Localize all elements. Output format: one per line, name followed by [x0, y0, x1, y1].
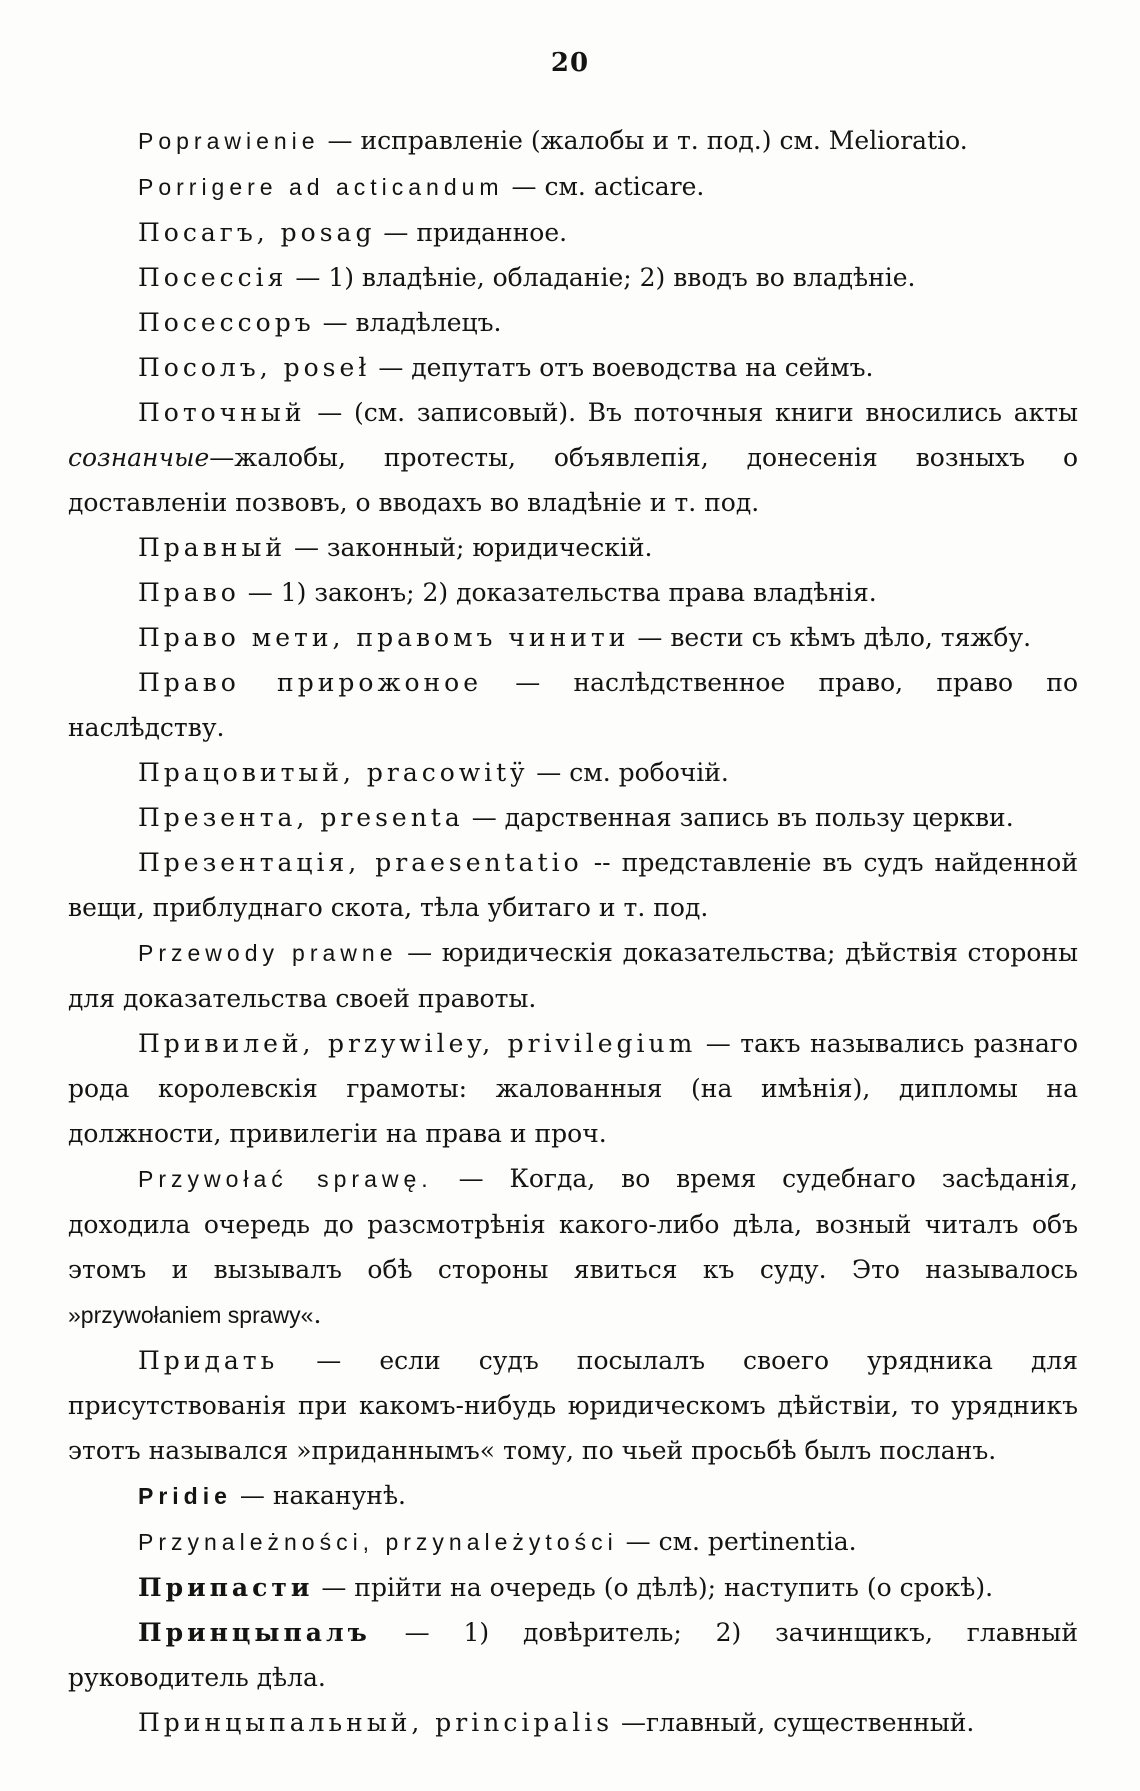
entry-term: Придать	[138, 1346, 279, 1375]
entry-term: Посагъ, posag	[138, 218, 376, 247]
entry-definition: 1) владѣніе, обладаніе; 2) вводъ во владѣніе.	[328, 263, 916, 292]
entry-separator: —	[370, 1618, 464, 1647]
glossary-entry	[68, 570, 1078, 615]
entry-definition-part: (см. записовый). Въ поточныя книги вносились акты	[353, 398, 1078, 427]
entry-term: Посессія	[138, 263, 288, 292]
entry-definition-part: .	[313, 1300, 322, 1329]
glossary-entry	[68, 164, 1078, 210]
entry-term: Правный	[138, 533, 287, 562]
entry-term: Принцыпалъ	[138, 1618, 371, 1647]
entry-separator: —	[370, 353, 412, 382]
page-number: 20	[550, 48, 590, 78]
entry-term: Принцыпальный, principalis	[138, 1708, 614, 1737]
entry-definition: дарственная запись въ пользу церкви.	[504, 803, 1014, 832]
entry-definition: исправленіе (жалобы и т. под.) см. Melioratio.	[360, 126, 968, 155]
entry-term: Poprawienie	[138, 128, 320, 154]
entry-separator: —	[278, 1346, 380, 1375]
entry-definition: депутатъ отъ воеводства на сеймъ.	[411, 353, 874, 382]
entry-definition: приданное.	[416, 218, 568, 247]
entry-separator: —	[528, 758, 570, 787]
glossary-entries	[68, 118, 1078, 1745]
glossary-entry	[68, 525, 1078, 570]
entry-term: Przynależności, przynależytości	[138, 1529, 618, 1555]
entry-definition: главный, существенный.	[646, 1708, 975, 1737]
entry-separator: —	[463, 803, 505, 832]
entry-separator: —	[305, 398, 354, 427]
entry-separator: —	[314, 308, 356, 337]
entry-separator: —	[629, 623, 671, 652]
entry-term: Porrigere ad acticandum	[138, 174, 504, 200]
entry-separator: —	[286, 533, 327, 562]
entry-term: Право прирожоное	[138, 668, 483, 697]
entry-term: Przewody prawne	[138, 940, 398, 966]
entry-definition-part: Когда, во время судебнаго засѣданія, доходила очередь до разсмотрѣнія какого-либо дѣла, возный читалъ объ этомъ и вызывалъ обѣ стороны явиться къ суду. Это называлось	[68, 1164, 1078, 1284]
glossary-entry	[68, 750, 1078, 795]
entry-separator: --	[582, 848, 622, 877]
glossary-entry	[68, 1156, 1078, 1338]
entry-separator: —	[239, 578, 281, 607]
entry-term: Поточный	[138, 398, 306, 427]
glossary-entry	[68, 1519, 1078, 1565]
entry-separator: —	[482, 668, 574, 697]
glossary-entry	[68, 1610, 1078, 1700]
entry-definition-part: —жалобы, протесты, объявлепія, донесенія возныхъ о доставленіи позвовъ, о вводахъ во владѣніе и т. под.	[68, 443, 1078, 517]
entry-definition: наслѣдственное право, право по наслѣдству.	[68, 668, 1078, 742]
entry-definition: наканунѣ.	[272, 1481, 406, 1510]
entry-term: Pridie	[138, 1483, 232, 1509]
entry-definition: вести съ кѣмъ дѣло, тяжбу.	[670, 623, 1032, 652]
glossary-entry	[68, 1021, 1078, 1156]
glossary-entry	[68, 1700, 1078, 1745]
entry-term: Працовитый, pracowitÿ	[138, 758, 529, 787]
glossary-entry	[68, 1338, 1078, 1473]
glossary-entry	[68, 300, 1078, 345]
entry-separator: —	[432, 1164, 510, 1193]
entry-separator: —	[319, 126, 361, 155]
entry-definition: если судъ посылалъ своего урядника для присутствованія при какомъ-нибудь юридическомъ дѣйствіи, то урядникъ этотъ назывался »приданнымъ« тому, по чьей просьбѣ былъ посланъ.	[68, 1346, 1078, 1465]
entry-separator: —	[617, 1527, 659, 1556]
entry-term: Право	[138, 578, 240, 607]
entry-term: Посессоръ	[138, 308, 315, 337]
entry-definition: см. acticare.	[544, 172, 705, 201]
glossary-entry	[68, 390, 1078, 525]
entry-separator: —	[613, 1708, 647, 1737]
entry-separator: —	[503, 172, 545, 201]
entry-definition: см. pertinentia.	[658, 1527, 857, 1556]
entry-separator: —	[313, 1573, 355, 1602]
entry-term: Привилей, przywiley, privilegium	[138, 1029, 697, 1058]
glossary-entry	[68, 118, 1078, 164]
glossary-entry	[68, 615, 1078, 660]
entry-separator: —	[397, 938, 442, 967]
entry-definition: законный; юридическій.	[326, 533, 653, 562]
entry-definition: см. робочій.	[569, 758, 729, 787]
entry-definition: 1) законъ; 2) доказательства права владѣнія.	[280, 578, 877, 607]
entry-definition: прійти на очередь (о дѣлѣ); наступить (о срокѣ).	[354, 1573, 994, 1602]
glossary-entry	[68, 660, 1078, 750]
entry-definition: представленіе въ судъ найденной вещи, приблуднаго скота, тѣла убитаго и т. под.	[68, 848, 1078, 922]
entry-term: Припасти	[138, 1573, 314, 1602]
entry-separator: —	[231, 1481, 273, 1510]
glossary-entry	[68, 1565, 1078, 1610]
entry-definition: такъ назывались разнаго рода королевскія грамоты: жалованныя (на имѣнія), дипломы на должности, привилегіи на права и проч.	[68, 1029, 1079, 1148]
glossary-entry	[68, 930, 1078, 1021]
entry-term: Przywołać sprawę.	[138, 1166, 433, 1192]
glossary-entry	[68, 255, 1078, 300]
entry-separator: —	[375, 218, 417, 247]
entry-term: Презента, presenta	[138, 803, 464, 832]
glossary-entry	[68, 345, 1078, 390]
entry-definition-latin: »przywołaniem sprawy«	[68, 1302, 314, 1328]
glossary-entry	[68, 795, 1078, 840]
entry-definition: владѣлецъ.	[355, 308, 502, 337]
entry-term: Посолъ, poseł	[138, 353, 371, 382]
entry-definition: юридическія доказательства; дѣйствія стороны для доказательства своей правоты.	[68, 938, 1078, 1013]
entry-separator: —	[696, 1029, 741, 1058]
entry-separator: —	[287, 263, 329, 292]
entry-definition: 1) довѣритель; 2) зачинщикъ, главный руководитель дѣла.	[68, 1618, 1078, 1692]
entry-term: Презентація, praesentatio	[138, 848, 583, 877]
glossary-entry	[68, 1473, 1078, 1519]
entry-term: Право мети, правомъ чинити	[138, 623, 630, 652]
glossary-entry	[68, 210, 1078, 255]
entry-definition-italic: сознанчые	[68, 443, 210, 472]
glossary-entry	[68, 840, 1078, 930]
